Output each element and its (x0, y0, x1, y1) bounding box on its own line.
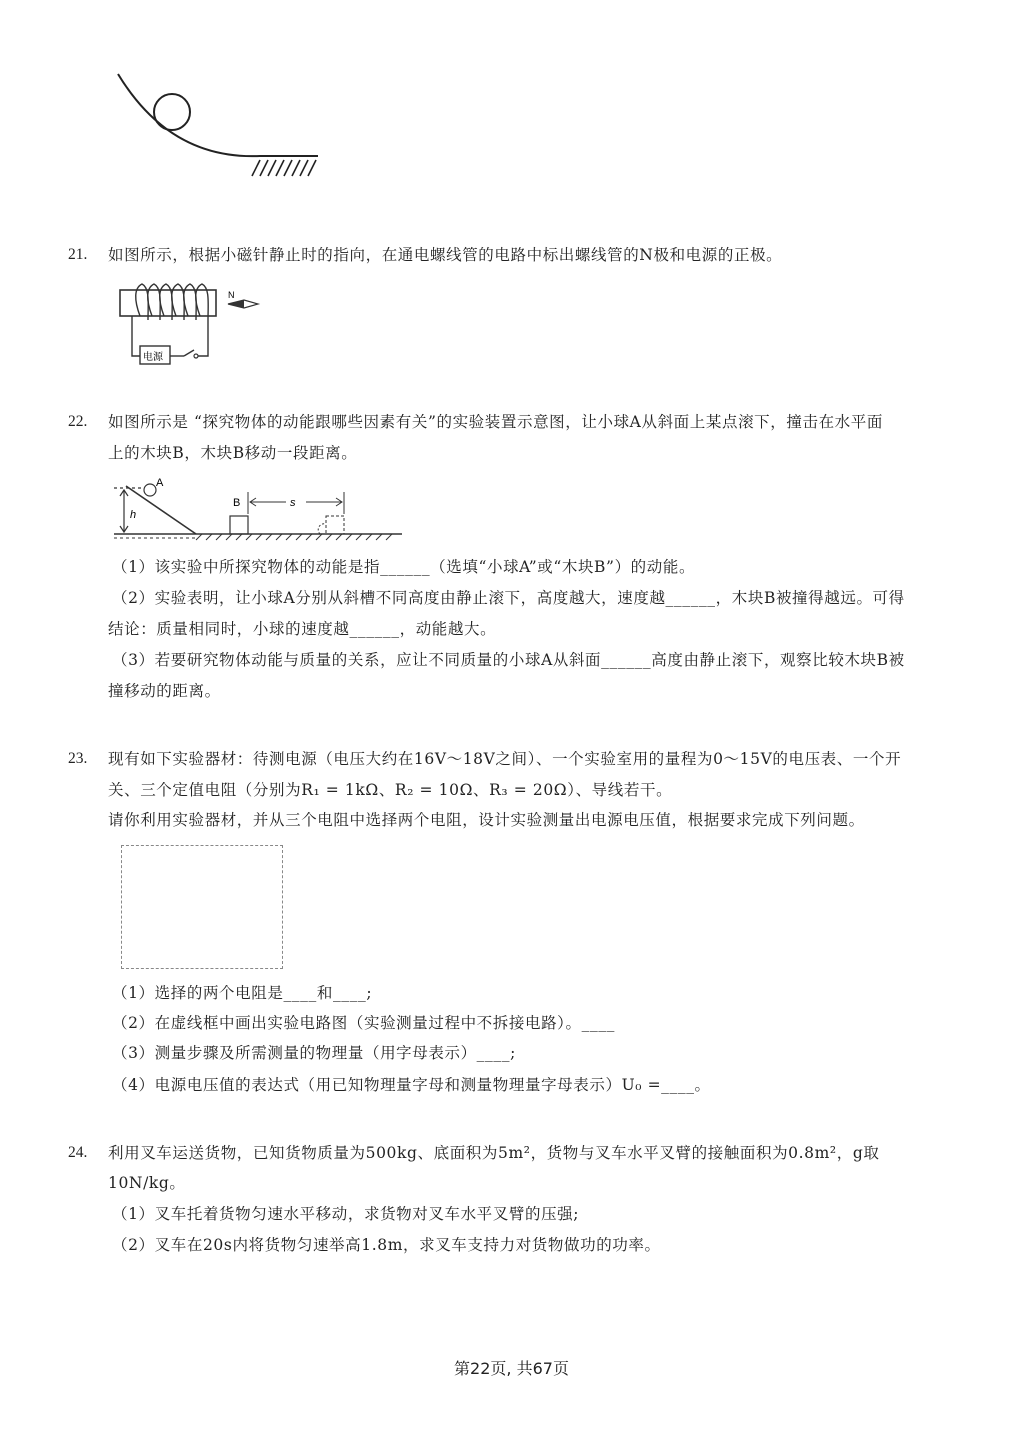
q23-sub2: （2）在虚线框中画出实验电路图（实验测量过程中不拆接电路）。____ (112, 1014, 616, 1032)
q22-sub2-line1: （2）实验表明，让小球A分别从斜槽不同高度由静止滚下，高度越大，速度越______，木块B被撞得越远。可得 (112, 589, 905, 607)
q24-text-line2: 10N/kg。 (108, 1174, 186, 1192)
q23-text-line1: 现有如下实验器材：待测电源（电压大约在16V～18V之间）、一个实验室用的量程为0～15V的电压表、一个开 (108, 750, 902, 768)
ball-a-label: A (156, 477, 164, 489)
power-label: 电源 (143, 352, 163, 363)
q23-sub1: （1）选择的两个电阻是____和____; (112, 984, 373, 1002)
block-b-label: B (233, 497, 241, 509)
q22-text-line2: 上的木块B，木块B移动一段距离。 (108, 444, 358, 462)
q23-circuit-dashed-box[interactable] (121, 845, 283, 969)
q21-solenoid-figure (112, 280, 272, 372)
distance-label: s (290, 497, 296, 509)
q24-sub2: （2）叉车在20s内将货物匀速举高1.8m，求叉车支持力对货物做功的功率。 (112, 1236, 661, 1254)
q23-text-line3: 请你利用实验器材，并从三个电阻中选择两个电阻，设计实验测量出电源电压值，根据要求完成下列问题。 (108, 811, 865, 829)
q22-sub1: （1）该实验中所探究物体的动能是指______（选填“小球A”或“木块B”）的动能。 (112, 558, 696, 576)
q22-text-line1: 如图所示是 “探究物体的动能跟哪些因素有关”的实验装置示意图，让小球A从斜面上某点滚下，撞击在水平面 (108, 413, 883, 431)
needle-n-label: N (228, 290, 235, 300)
q22-incline-figure (108, 474, 408, 546)
q21-text: 如图所示，根据小磁针静止时的指向，在通电螺线管的电路中标出螺线管的N极和电源的正极。 (108, 246, 783, 264)
q23-sub3: （3）测量步骤及所需测量的物理量（用字母表示）____; (112, 1044, 516, 1062)
q22-sub3-line2: 撞移动的距离。 (108, 682, 221, 700)
q23-text-line2: 关、三个定值电阻（分别为R₁ = 1kΩ、R₂ = 10Ω、R₃ = 20Ω）、导线若干。 (108, 781, 673, 799)
q22-number: 22. (68, 413, 88, 430)
q24-sub1: （1）叉车托着货物匀速水平移动，求货物对叉车水平叉臂的压强; (112, 1205, 580, 1223)
q24-text-line1: 利用叉车运送货物，已知货物质量为500kg、底面积为5m²，货物与叉车水平叉臂的接触面积为0.8m²，g取 (108, 1144, 880, 1162)
height-label: h (130, 509, 137, 521)
page-footer: 第22页, 共67页 (454, 1359, 569, 1378)
q22-sub3-line1: （3）若要研究物体动能与质量的关系，应让不同质量的小球A从斜面______高度由静止滚下，观察比较木块B被 (112, 651, 905, 669)
q23-number: 23. (68, 750, 88, 767)
q22-sub2-line2: 结论：质量相同时，小球的速度越______，动能越大。 (108, 620, 497, 638)
q20-ramp-figure (110, 68, 330, 186)
q21-number: 21. (68, 246, 88, 263)
q24-number: 24. (68, 1144, 88, 1161)
q23-sub4: （4）电源电压值的表达式（用已知物理量字母和测量物理量字母表示）U₀ =____。 (112, 1076, 711, 1094)
